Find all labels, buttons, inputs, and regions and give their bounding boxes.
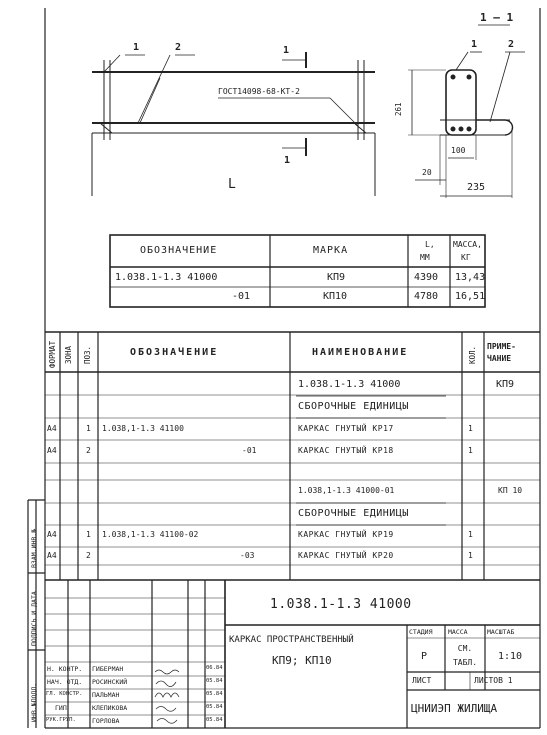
leader-2-label: 2 <box>175 42 182 53</box>
side-inv-podl: ИНВ.№ПОДЛ. <box>30 682 38 722</box>
spec-row-designation: 1.038,1-1.3 41100 <box>102 424 184 433</box>
spec-row-designation: -03 <box>240 551 255 560</box>
title-line-1: КАРКАС ПРОСТРАНСТВЕННЫЙ <box>229 635 354 645</box>
scale-label: МАСШТАБ <box>487 628 515 636</box>
spec-row-name: КАРКАС ГНУТЫЙ КР18 <box>298 446 394 455</box>
spec-row-name: 1.038,1-1.3 41000-01 <box>298 486 395 495</box>
spec-row-qty: 1 <box>468 446 473 455</box>
mass-value: СМ. ТАБЛ. <box>452 644 478 667</box>
spec-row-designation: -01 <box>242 446 257 455</box>
signer-name: ГОРЛОВА <box>92 717 120 725</box>
spec-row-qty: 1 <box>468 551 473 560</box>
signer-name: РОСИНСКИЙ <box>92 678 128 686</box>
scale-value: 1:10 <box>498 651 523 662</box>
dim-235: 235 <box>467 182 486 193</box>
section-mark-top: 1 <box>283 45 290 56</box>
sheet-label: ЛИСТ <box>412 676 432 685</box>
marks-row-mass: 16,51 <box>455 291 486 302</box>
spec-row-note: КП9 <box>496 379 515 390</box>
spec-header-format: ФОРМАТ <box>48 340 57 368</box>
marks-row-mass: 13,43 <box>455 272 486 283</box>
gost-note: ГОСТ14098-68-КТ-2 <box>218 87 300 96</box>
signer-date: 06.84 <box>206 665 223 671</box>
dim-100: 100 <box>451 146 466 155</box>
spec-row-name: КАРКАС ГНУТЫЙ КР17 <box>298 424 394 433</box>
signer-date: 05.84 <box>206 717 223 723</box>
signer-role: НАЧ. ОТД. <box>47 678 83 686</box>
marks-header-mass-unit: КГ <box>461 253 471 262</box>
signer-name: ПАЛЬМАН <box>92 691 120 699</box>
leader-1-label: 1 <box>133 42 140 53</box>
title-line-2: КП9; КП10 <box>272 654 332 667</box>
doc-number: 1.038.1-1.3 41000 <box>270 597 412 612</box>
sheets-label: ЛИСТОВ 1 <box>474 676 513 685</box>
spec-row-note: КП 10 <box>498 486 523 495</box>
spec-row-qty: 1 <box>468 424 473 433</box>
spec-row-name: СБОРОЧНЫЕ ЕДИНИЦЫ <box>298 508 409 519</box>
marks-row-designation: 1.038.1-1.3 41000 <box>115 272 218 283</box>
mass-label: МАССА <box>448 628 468 636</box>
signer-date: 05.84 <box>206 704 223 710</box>
spec-row-qty: 1 <box>468 530 473 539</box>
side-vzam-inv: ВЗАМ.ИНВ.№ <box>30 528 38 568</box>
side-podpis-data: ПОДПИСЬ И ДАТА <box>30 591 38 646</box>
spec-row-name: СБОРОЧНЫЕ ЕДИНИЦЫ <box>298 401 409 412</box>
signer-date: 05.84 <box>206 691 223 697</box>
section-leader-1: 1 <box>471 39 478 50</box>
spec-row-format: А4 <box>47 551 57 560</box>
marks-row-mark: КП10 <box>323 291 348 302</box>
spec-row-pos: 2 <box>86 446 91 455</box>
signer-role: РУК.ГРУП. <box>46 717 76 723</box>
spec-row-format: А4 <box>47 530 57 539</box>
spec-header-qty: КОЛ. <box>468 345 477 364</box>
signer-role: Н. КОНТР. <box>47 665 83 673</box>
marks-row-designation: -01 <box>232 291 251 302</box>
spec-row-pos: 2 <box>86 551 91 560</box>
spec-header-name: НАИМЕНОВАНИЕ <box>312 347 409 358</box>
marks-header-mark: МАРКА <box>313 245 349 256</box>
length-label: L <box>228 177 236 192</box>
section-title: 1 – 1 <box>480 11 514 24</box>
spec-row-format: А4 <box>47 424 57 433</box>
marks-header-mass: МАССА, <box>453 240 482 249</box>
signer-role: ГИП <box>55 704 67 712</box>
spec-row-name: КАРКАС ГНУТЫЙ КР19 <box>298 530 394 539</box>
spec-header-designation: ОБОЗНАЧЕНИЕ <box>130 347 219 358</box>
spec-row-pos: 1 <box>86 424 91 433</box>
rebar-dots <box>451 75 472 132</box>
dim-261: 261 <box>394 102 403 116</box>
section-leader-2: 2 <box>508 39 515 50</box>
stage-label: СТАДИЯ <box>409 628 433 636</box>
spec-row-pos: 1 <box>86 530 91 539</box>
marks-row-mark: КП9 <box>327 272 346 283</box>
signer-name: КЛЕПИКОВА <box>92 704 128 712</box>
signer-date: 05.84 <box>206 678 223 684</box>
spec-row-name: 1.038.1-1.3 41000 <box>298 379 401 390</box>
signer-role: ГЛ. КОНСТР. <box>46 691 83 697</box>
section-mark-bottom: 1 <box>284 155 291 166</box>
spec-row-name: КАРКАС ГНУТЫЙ КР20 <box>298 551 394 560</box>
spec-header-zone: ЗОНА <box>64 345 73 364</box>
dim-20: 20 <box>422 168 432 177</box>
marks-header-designation: ОБОЗНАЧЕНИЕ <box>140 245 218 256</box>
spec-row-designation: 1.038,1-1.3 41100-02 <box>102 530 199 539</box>
spec-row-format: А4 <box>47 446 57 455</box>
signer-name: ГИБЕРМАН <box>92 665 124 673</box>
spec-header-pos: ПОЗ. <box>83 345 92 364</box>
org-name: ЦНИИЭП ЖИЛИЩА <box>411 702 498 715</box>
marks-row-length: 4780 <box>414 291 439 302</box>
marks-header-length-unit: ММ <box>420 253 430 262</box>
marks-header-length: L, <box>425 240 435 249</box>
marks-row-length: 4390 <box>414 272 439 283</box>
spec-header-note: ПРИМЕ-ЧАНИЕ <box>487 342 516 363</box>
stage-value: Р <box>421 651 428 662</box>
